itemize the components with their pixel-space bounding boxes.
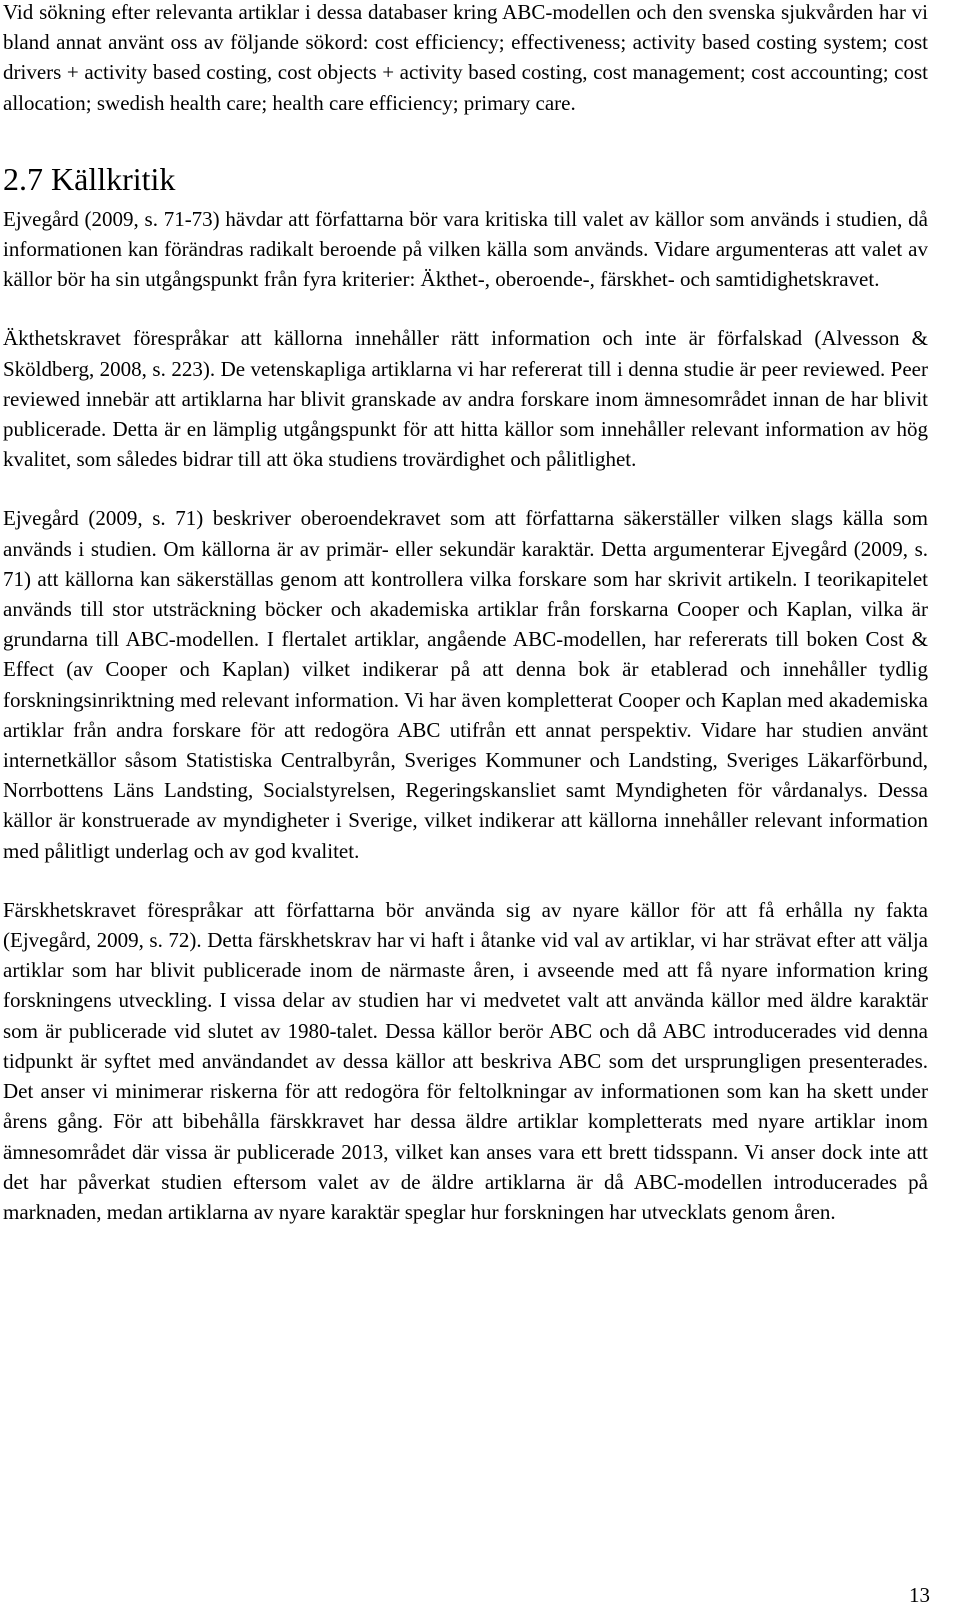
intro-paragraph: Vid sökning efter relevanta artiklar i dessa databaser kring ABC-modellen och den svenska sjukvården har vi bland annat använt oss av följande sökord: cost efficiency; effectiveness; activity based costing system; cost drivers + activity based costing, cost objects + activity based costing, cost management; cost accounting; cost allocation; swedish health care; health care efficiency; primary care.	[3, 0, 928, 115]
page-number: 13	[909, 1583, 930, 1607]
document-page	[3, 0, 928, 1227]
paragraph-freshness: Färskhetskravet förespråkar att författarna bör använda sig av nyare källor för att få erhålla ny fakta (Ejvegård, 2009, s. 72). Detta färskhetskrav har vi haft i åtanke vid val av artiklar, vi har strävat efter att välja artiklar som har blivit publicerade inom de närmaste åren, i avseende med att få nyare information kring forskningens utveckling. I vissa delar av studien har vi medvetet valt att använda källor med äldre karaktär som är publicerade vid slutet av 1980-talet. Dessa källor berör ABC och då ABC introducerades vid denna tidpunkt är syftet med användandet av dessa källor att beskriva ABC som det ursprungligen presenterades. Det anser vi minimerar riskerna för att redogöra för feltolkningar av informationen som kan ha skett under årens gång. För att bibehålla färskkravet har dessa äldre artiklar kompletterats med nyare artiklar inom ämnesområdet där vissa är publicerade 2013, vilket kan anses vara ett brett tidsspann. Vi anser dock inte att det har påverkat studien eftersom valet av de äldre artiklarna är då ABC-modellen introducerades på marknaden, medan artiklarna av nyare karaktär speglar hur forskningen har utvecklats genom åren.	[3, 897, 928, 1224]
paragraph-authenticity: Äkthetskravet förespråkar att källorna innehåller rätt information och inte är förfalskad (Alvesson & Sköldberg, 2008, s. 223). De vetenskapliga artiklarna vi har refererat till i denna studie är peer reviewed. Peer reviewed innebär att artiklarna har blivit granskade av andra forskare inom ämnesområdet innan de har blivit publicerade. Detta är en lämplig utgångspunkt för att hitta källor som innehåller relevant information av hög kvalitet, som således bidrar till att öka studiens trovärdighet och pålitlighet.	[3, 326, 928, 472]
section-heading: 2.7 Källkritik	[3, 160, 176, 197]
paragraph-source-criteria: Ejvegård (2009, s. 71-73) hävdar att författarna bör vara kritiska till valet av källor som används i studien, då informationen kan förändras radikalt beroende på vilken källa som används. Vidare argumenteras att valet av källor bör ha sin utgångspunkt från fyra kriterier: Äkthet-, oberoende-, färskhet- och samtidighetskravet.	[3, 206, 928, 292]
paragraph-independence: Ejvegård (2009, s. 71) beskriver oberoendekravet som att författarna säkerställer vilken slags källa som används i studien. Om källorna är av primär- eller sekundär karaktär. Detta argumenterar Ejvegård (2009, s. 71) att källorna kan säkerställas genom att kontrollera vilka forskare som har skrivit artikeln. I teorikapitelet används till stor utsträckning böcker och akademiska artiklar från forskarna Cooper och Kaplan, vilka är grundarna till ABC-modellen. I flertalet artiklar, angående ABC-modellen, har refererats till boken Cost & Effect (av Cooper och Kaplan) vilket indikerar på att denna bok är etablerad och innehåller tydlig forskningsinriktning med relevant information. Vi har även kompletterat Cooper och Kaplan med akademiska artiklar från andra forskare för att redogöra ABC utifrån ett annat perspektiv. Vidare har studien använt internetkällor såsom Statistiska Centralbyrån, Sveriges Kommuner och Landsting, Sveriges Läkarförbund, Norrbottens Läns Landsting, Socialstyrelsen, Regeringskansliet samt Myndigheten för vårdanalys. Dessa källor är konstruerade av myndigheter i Sverige, vilket indikerar att källorna innehåller relevant information med pålitligt underlag och av god kvalitet.	[3, 506, 928, 863]
